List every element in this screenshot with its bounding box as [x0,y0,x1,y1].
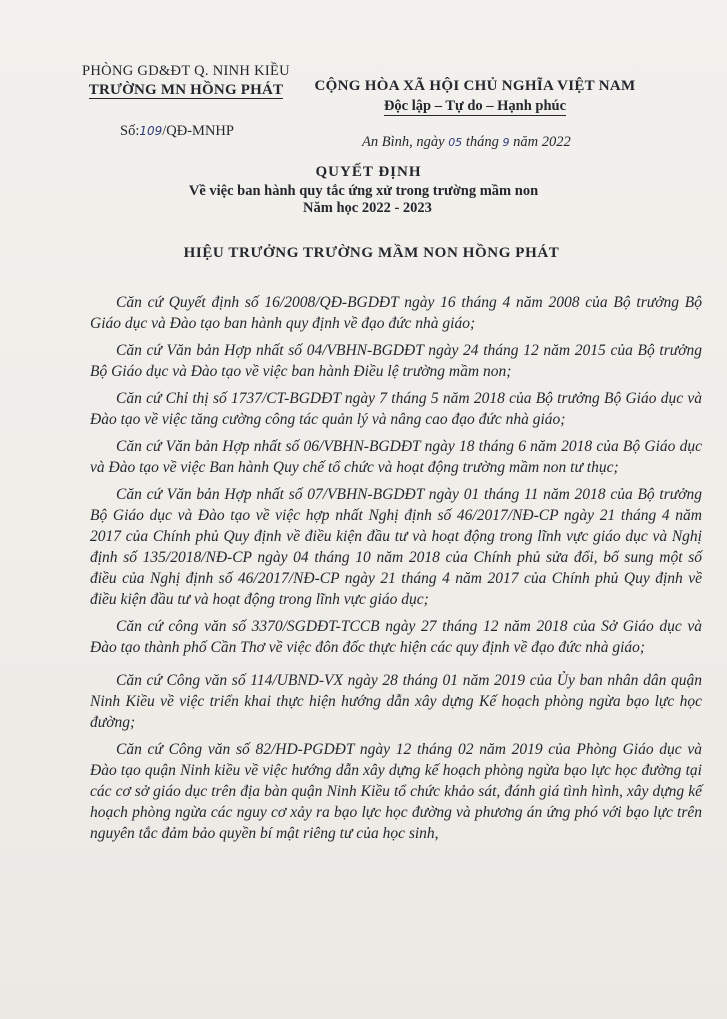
doc-number-suffix: /QĐ-MNHP [162,123,234,139]
date-month: 9 [502,136,510,149]
legal-basis-paragraph: Căn cứ Văn bản Hợp nhất số 04/VBHN-BGDĐT ngày 24 tháng 12 năm 2015 của Bộ trưởng Bộ Giáo dục và Đào tạo về việc ban hành Điều lệ trường mầm non; [90,342,702,380]
legal-basis-paragraph: Căn cứ Công văn số 114/UBND-VX ngày 28 tháng 01 năm 2019 của Ủy ban nhân dân quận Ninh Kiều về việc triển khai thực hiện hướng dẫn xây dựng Kế hoạch phòng ngừa bạo lực học đường; [90,672,702,731]
legal-basis-paragraph: Căn cứ Chỉ thị số 1737/CT-BGDĐT ngày 7 tháng 5 năm 2018 của Bộ trưởng Bộ Giáo dục và Đào tạo về việc tăng cường công tác quản lý và nâng cao đạo đức nhà giáo; [90,390,702,428]
school-name-text: TRƯỜNG MN HỒNG PHÁT [88,82,284,98]
date-day: 05 [448,136,463,149]
legal-basis-body [90,292,702,850]
decision-title: QUYẾT ĐỊNH [315,164,422,180]
date-prefix: An Bình, ngày [362,134,445,150]
legal-basis-paragraph: Căn cứ Văn bản Hợp nhất số 07/VBHN-BGDĐT ngày 01 tháng 11 năm 2018 của Bộ trưởng Bộ Giáo dục và Đào tạo về việc hợp nhất Nghị định số 46/2017/NĐ-CP ngày 21 tháng 4 năm 2017 của Chính phủ Quy định về điều kiện đầu tư và hoạt động trong lĩnh vực giáo dục và Nghị định số 135/2018/NĐ-CP ngày 04 tháng 10 năm 2018 của Chính phủ sửa đổi, bổ sung một số điều của Nghị định số 46/2017/NĐ-CP ngày 21 tháng 4 năm 2017 của Chính phủ Quy định về điều kiện đầu tư và hoạt động trong lĩnh vực giáo dục; [90,486,702,608]
issuer-block [70,62,302,100]
legal-basis-paragraph: Căn cứ Văn bản Hợp nhất số 06/VBHN-BGDĐT ngày 18 tháng 6 năm 2018 của Bộ Giáo dục và Đào tạo về việc Ban hành Quy chế tổ chức và hoạt động trường mầm non tư thục; [90,438,702,476]
principal-heading: HIỆU TRƯỞNG TRƯỜNG MẦM NON HỒNG PHÁT [183,245,560,261]
department-name: PHÒNG GD&ĐT Q. NINH KIỀU [82,63,290,79]
legal-basis-paragraph: Căn cứ Công văn số 82/HD-PGDĐT ngày 12 tháng 02 năm 2019 của Phòng Giáo dục và Đào tạo quận Ninh kiều về việc hướng dẫn xây dựng kế hoạch phòng ngừa bạo lực học đường tại các cơ sở giáo dục trên địa bàn quận Ninh Kiều tổ chức khảo sát, đánh giá tình hình, xây dựng kế hoạch phòng ngừa các nguy cơ xảy ra bạo lực học đường và phương án ứng phó với bạo lực trên nguyên tắc đảm bảo quyền bí mật riêng tư của học sinh, [90,741,702,842]
doc-number-prefix: Số: [120,123,140,139]
legal-basis-paragraph: Căn cứ công văn số 3370/SGDĐT-TCCB ngày 27 tháng 12 năm 2018 của Sở Giáo dục và Đào tạo thành phố Cần Thơ về việc đôn đốc thực hiện các quy định về đạo đức nhà giáo; [90,618,702,656]
school-year: Năm học 2022 - 2023 [303,200,432,216]
national-header [302,76,648,116]
doc-number-handwritten: 109 [139,124,163,138]
nation-title: CỘNG HÒA XÃ HỘI CHỦ NGHĨA VIỆT NAM [314,78,636,94]
document-number [120,123,234,140]
national-motto: Độc lập – Tự do – Hạnh phúc [383,98,567,114]
decision-subject: Về việc ban hành quy tắc ứng xử trong trường mầm non [188,183,539,199]
decision-heading [0,164,727,217]
date-month-label: tháng [465,134,499,150]
legal-basis-paragraph: Căn cứ Quyết định số 16/2008/QĐ-BGDĐT ngày 16 tháng 4 năm 2008 của Bộ trưởng Bộ Giáo dục và Đào tạo ban hành quy định về đạo đức nhà giáo; [90,294,702,332]
school-name [70,81,302,100]
issue-date [362,134,571,151]
date-suffix: năm 2022 [513,134,571,150]
